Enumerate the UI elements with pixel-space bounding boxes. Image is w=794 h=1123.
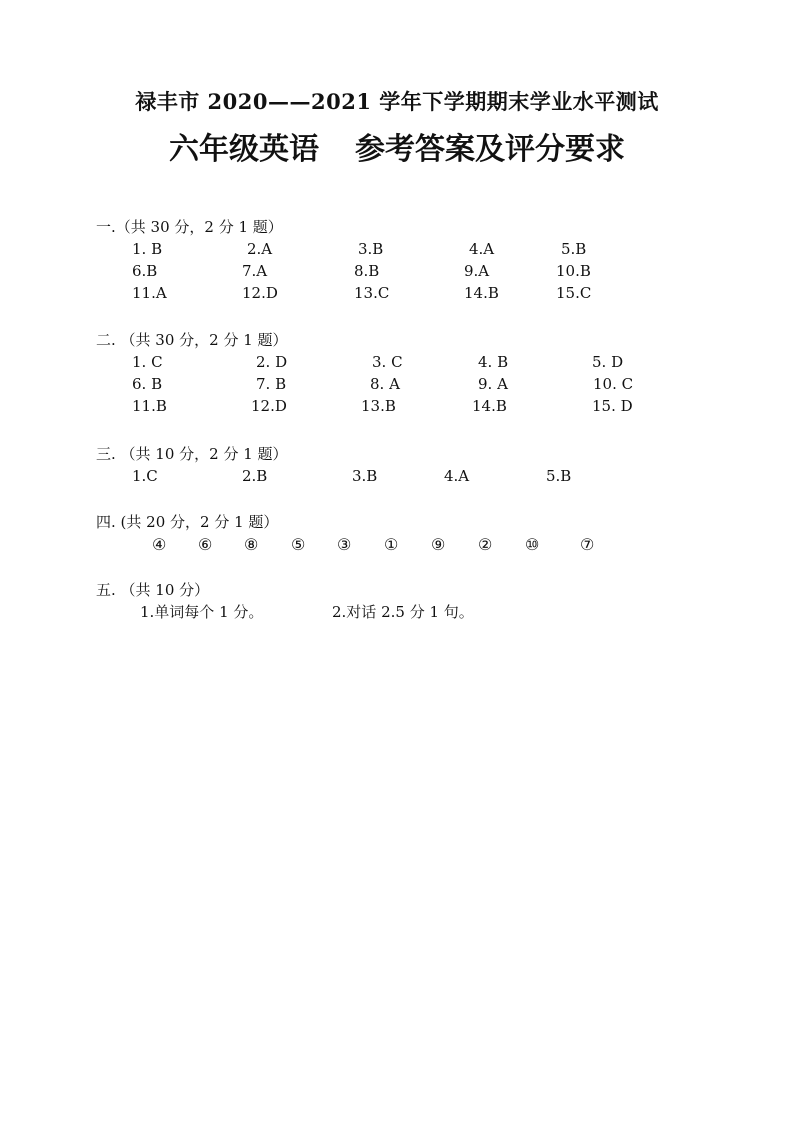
answer-row (96, 351, 696, 373)
answer: 5. D (592, 353, 624, 371)
answer: 12.D (251, 397, 287, 415)
answer-row (96, 282, 696, 304)
section-3 (96, 443, 696, 487)
answer: 10.B (556, 262, 591, 280)
answer: 15.C (556, 284, 592, 302)
document-subtitle (0, 124, 794, 168)
answer: 2.A (247, 240, 273, 258)
answer: 2. D (256, 353, 288, 371)
answer: 10. C (593, 375, 634, 393)
circled-answer: ⑤ (291, 535, 306, 554)
circled-answer: ① (384, 535, 399, 554)
scoring-note-dialogue: 2.对话 2.5 分 1 句。 (332, 603, 474, 621)
answer: 4.A (469, 240, 495, 258)
answer: 11.B (132, 397, 167, 415)
scoring-notes (96, 601, 696, 623)
section-5 (96, 579, 696, 623)
answer: 7.A (242, 262, 268, 280)
answer: 9. A (478, 375, 508, 393)
circled-answer: ⑥ (198, 535, 213, 554)
answer-row (96, 395, 696, 417)
subtitle-grade: 六年级英语 (169, 132, 319, 167)
answer: 13.C (354, 284, 390, 302)
scoring-note-words: 1.单词每个 1 分。 (140, 603, 264, 621)
answer: 13.B (361, 397, 396, 415)
answer-row (96, 373, 696, 395)
answer: 1. B (132, 240, 163, 258)
circled-answer: ④ (152, 535, 167, 554)
answer: 14.B (464, 284, 499, 302)
answer: 5.B (546, 467, 572, 485)
answer-row (96, 260, 696, 282)
answer: 8.B (354, 262, 380, 280)
section-2 (96, 329, 696, 417)
answer: 1.C (132, 467, 158, 485)
answer: 3.B (352, 467, 378, 485)
answer: 14.B (472, 397, 507, 415)
answer: 2.B (242, 467, 268, 485)
section-heading: 五. （共 10 分） (96, 581, 210, 599)
answer: 7. B (256, 375, 287, 393)
subtitle-answer-key: 参考答案及评分要求 (355, 132, 625, 167)
section-heading: 二. （共 30 分，2 分 1 题） (96, 331, 288, 349)
answer-row (96, 238, 696, 260)
section-heading: 一.（共 30 分，2 分 1 题） (96, 218, 283, 236)
answer: 6.B (132, 262, 158, 280)
answer: 4.A (444, 467, 470, 485)
answer: 11.A (132, 284, 167, 302)
section-4 (96, 511, 696, 557)
document-title: 禄丰市 2020——2021 学年下学期期末学业水平测试 (135, 89, 659, 114)
section-1 (96, 216, 696, 304)
answer: 9.A (464, 262, 490, 280)
section-heading: 四. (共 20 分，2 分 1 题） (96, 513, 279, 531)
circled-answer-row (96, 533, 696, 557)
answer: 6. B (132, 375, 163, 393)
answer: 4. B (478, 353, 509, 371)
answer: 3.B (358, 240, 384, 258)
circled-answer: ⑧ (244, 535, 259, 554)
circled-answer: ⑦ (580, 535, 595, 554)
answer: 8. A (370, 375, 400, 393)
answer: 15. D (592, 397, 633, 415)
answer: 5.B (561, 240, 587, 258)
circled-answer: ③ (337, 535, 352, 554)
circled-answer: ⑨ (431, 535, 446, 554)
circled-answer: ⑩ (525, 535, 540, 554)
answer: 1. C (132, 353, 163, 371)
circled-answer: ② (478, 535, 493, 554)
section-heading: 三. （共 10 分，2 分 1 题） (96, 445, 288, 463)
answer-row (96, 465, 696, 487)
answer: 12.D (242, 284, 278, 302)
answer: 3. C (372, 353, 403, 371)
